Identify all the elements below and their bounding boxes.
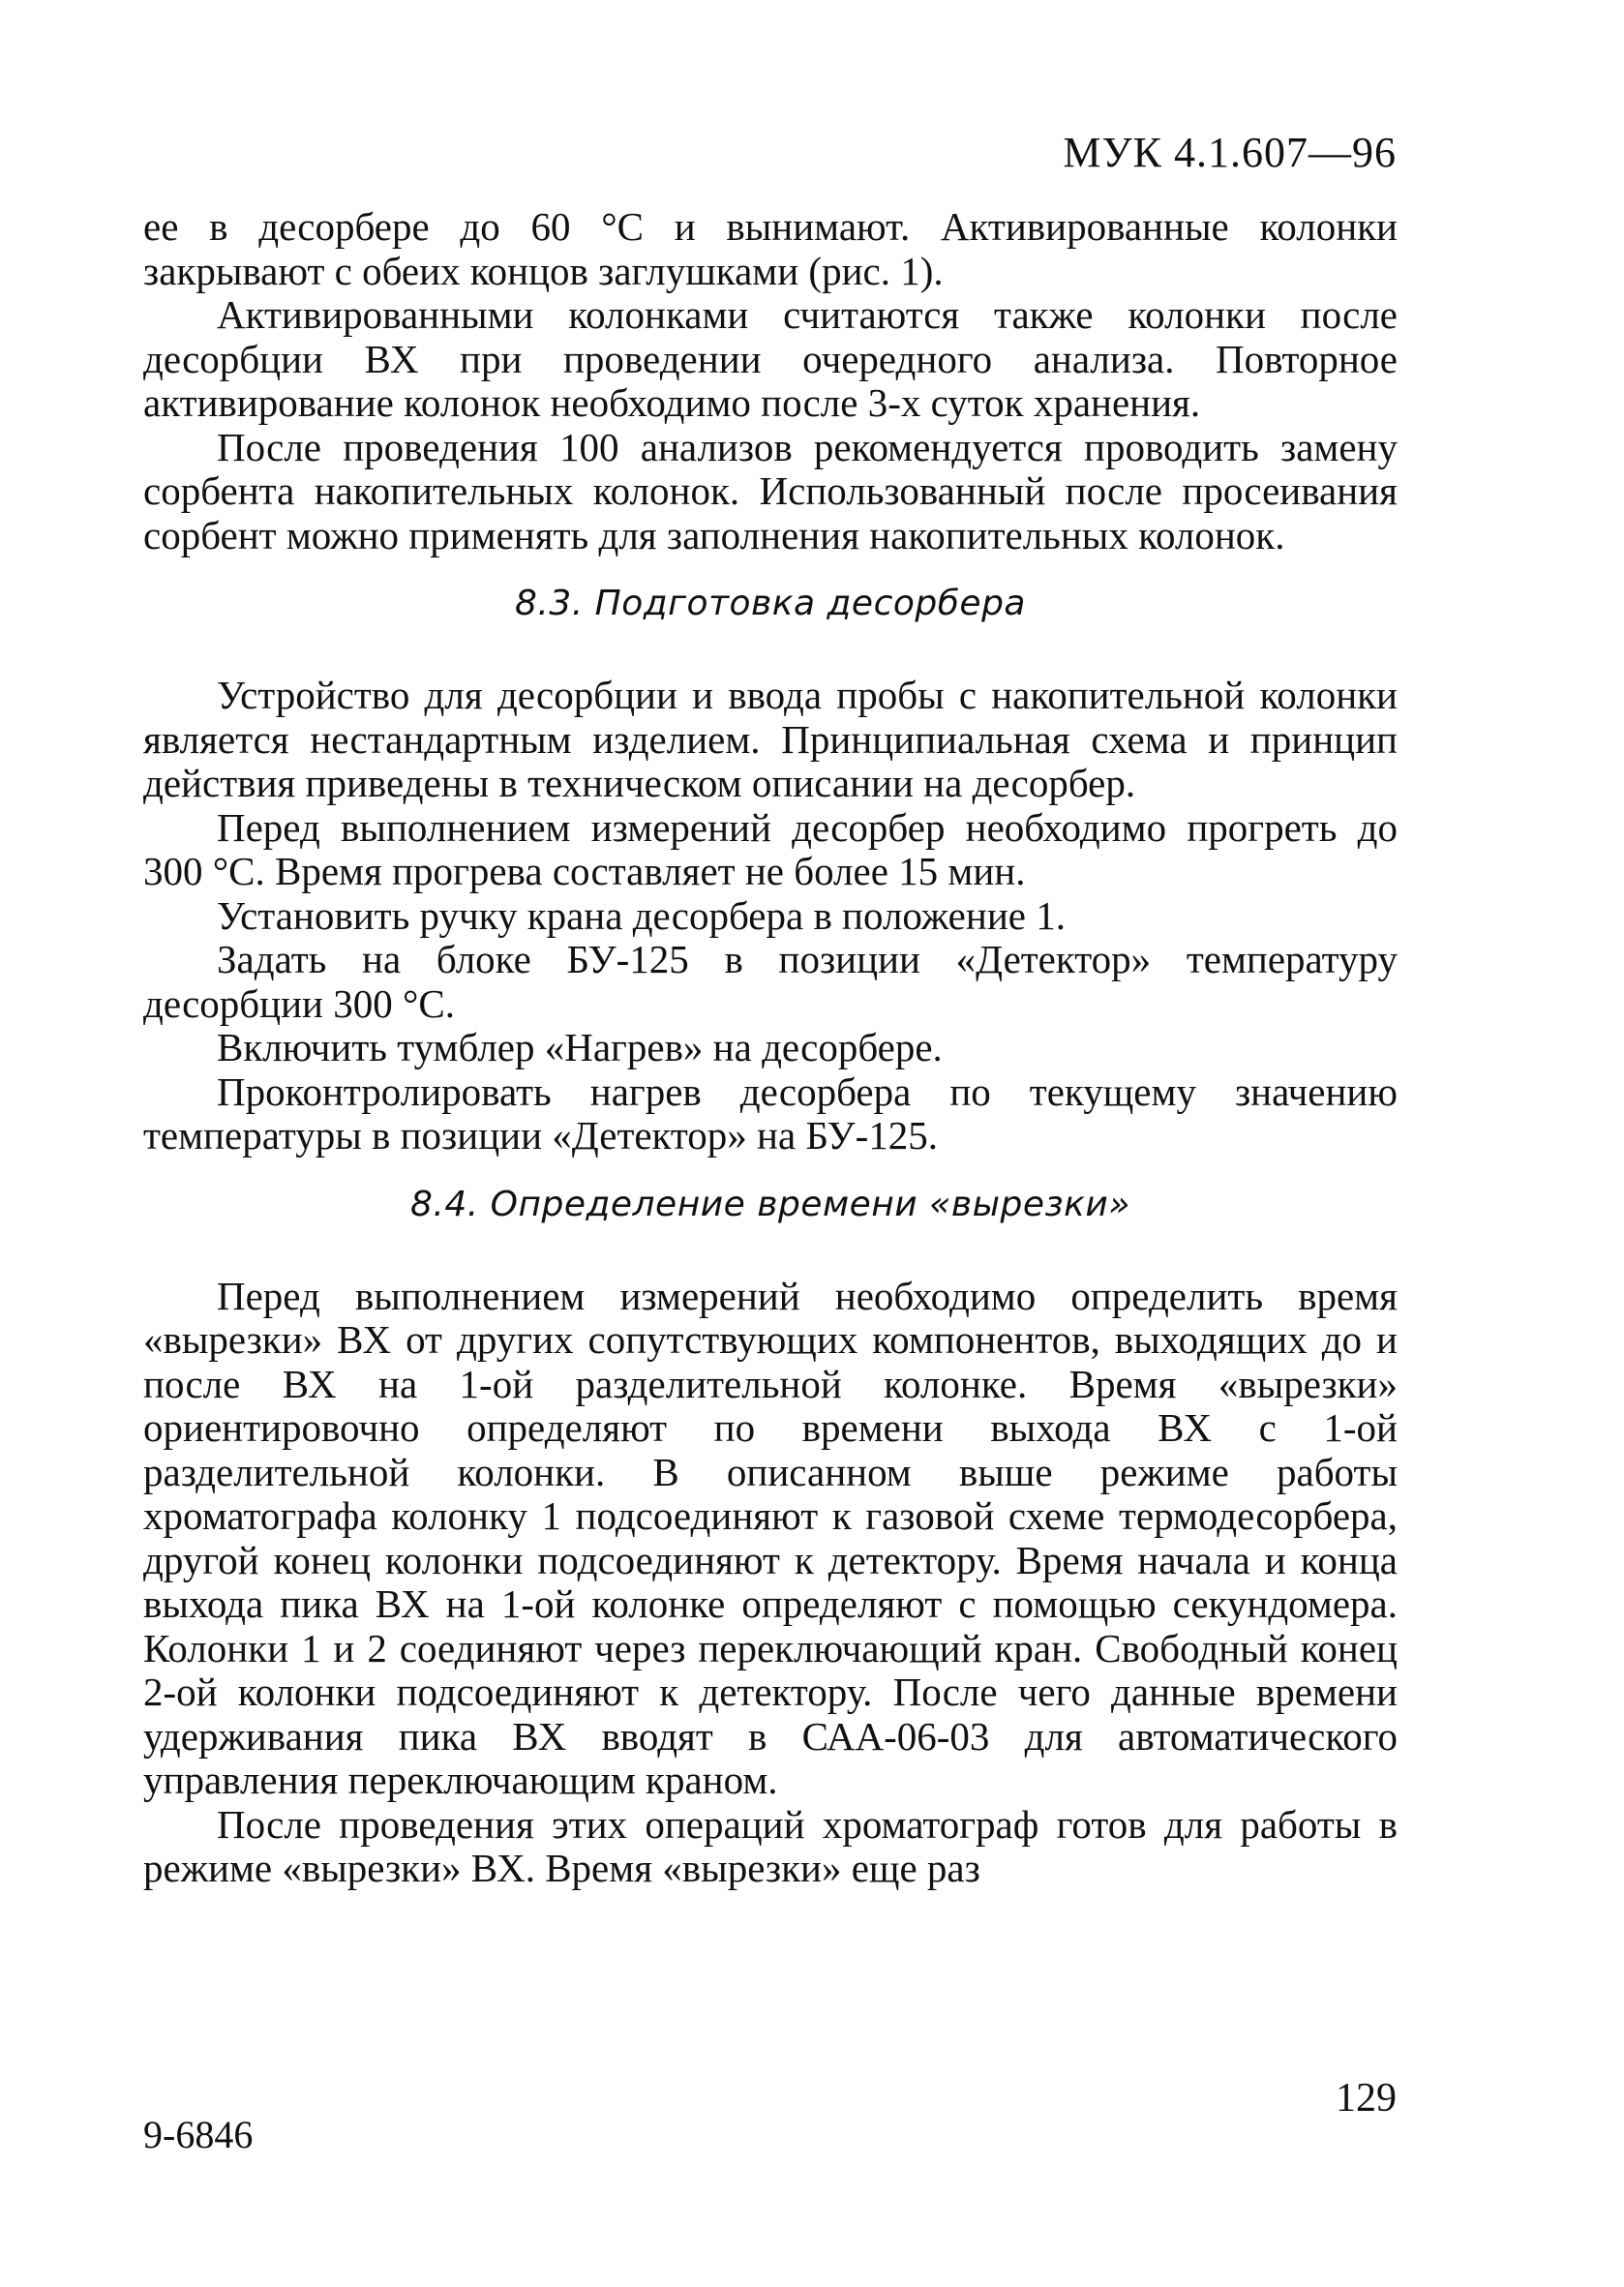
page-number: 129 — [1336, 2076, 1397, 2121]
paragraph: Устройство для десорбции и ввода пробы с накопительной колонки является нестандартным изделием. Принципиальная схема и принцип действия приведены в техническом описании на десорбер. — [143, 673, 1398, 805]
section-title-8-3: 8.3. Подготовка десорбера — [515, 584, 1026, 623]
paragraph: Активированными колонками считаются также колонки после десорбции ВХ при проведении очередного анализа. Повторное активирование колонок необходимо после 3-х суток хранения. — [143, 292, 1398, 425]
paragraph: Проконтролировать нагрев десорбера по текущему значению температуры в позиции «Детектор» на БУ-125. — [143, 1068, 1398, 1158]
paragraph: Включить тумблер «Нагрев» на десорбере. — [217, 1025, 943, 1069]
main-text — [143, 205, 1398, 1891]
paragraph: Перед выполнением измерений необходимо определить время «вырезки» ВХ от других сопутствующих компонентов, выходящих до и после ВХ на 1-ой разделительной колонке. Время «вырезки» ориентировочно определяют по времени выхода ВХ с 1-ой разделительной колонки. В описанном выше режиме работы хроматографа колонку 1 подсоединяют к газовой схеме термодесорбера, другой конец колонки подсоединяют к детектору. Время начала и конца выхода пика ВХ на 1-ой колонке определяют с помощью секундомера. Колонки 1 и 2 соединяют через переключающий кран. Свободный конец 2-ой колонки подсоединяют к детектору. После чего данные времени удерживания пика ВХ вводят в САА-06-03 для автоматического управления переключающим краном. — [143, 1273, 1398, 1802]
paragraph: После проведения 100 анализов рекомендуется проводить замену сорбента накопительных колонок. Использованный после просеивания сорбент можно применять для заполнения накопительных колонок. — [143, 424, 1398, 557]
section-title-8-4: 8.4. Определение времени «вырезки» — [410, 1184, 1130, 1224]
paragraph: Установить ручку крана десорбера в положение 1. — [217, 892, 1066, 938]
paragraph: После проведения этих операций хроматограф готов для работы в режиме «вырезки» ВХ. Время «вырезки» еще раз — [143, 1801, 1398, 1890]
paragraph: Задать на блоке БУ-125 в позиции «Детектор» температуру десорбции 300 °С. — [143, 937, 1398, 1026]
paragraph: ее в десорбере до 60 °С и вынимают. Активированные колонки закрывают с обеих концов заглушками (рис. 1). — [143, 204, 1398, 293]
print-code: 9-6846 — [143, 2113, 254, 2156]
paragraph: Перед выполнением измерений десорбер необходимо прогреть до 300 °С. Время прогрева составляет не более 15 мин. — [143, 804, 1398, 893]
document-code-header: МУК 4.1.607—96 — [1063, 129, 1397, 176]
